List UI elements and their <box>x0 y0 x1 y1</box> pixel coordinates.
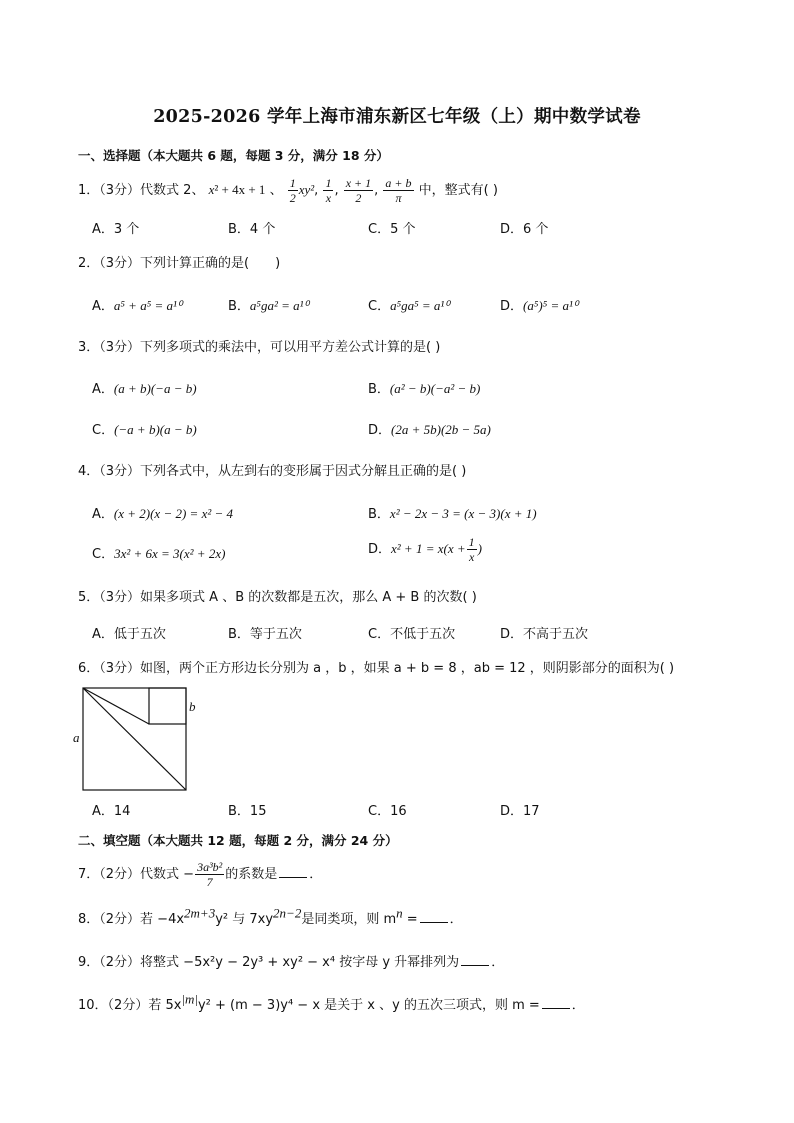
q8-end: ． <box>449 912 463 927</box>
q5-option-b: B．等于五次 <box>228 627 302 642</box>
q8-exp-1: 2m+3 <box>184 905 216 921</box>
q3-d-expr: (2a + 5b)(2b − 5a) <box>391 422 491 437</box>
q9-stem: 9．（2分）将整式 −5x²y − 2y³ + xy² − x⁴ 按字母 y 升幂排列为 <box>78 955 460 970</box>
q4-d-frac-num: 1 <box>468 535 475 549</box>
q4-d-label: D． <box>368 542 392 557</box>
q7-end: ． <box>309 867 323 882</box>
q8-mid-2: 是同类项，则 m <box>301 912 397 927</box>
q3-a-expr: (a + b)(−a − b) <box>113 381 197 396</box>
q1-stem: 1．（3分）代数式 2、 <box>78 183 205 198</box>
q2-a-label: A． <box>92 299 114 314</box>
q4-b-label: B． <box>368 507 390 522</box>
q1-fraction-1 <box>288 176 298 205</box>
q8-answer-blank <box>420 910 448 923</box>
q2-option-d <box>500 295 578 314</box>
q1-option-d: D．6 个 <box>500 222 549 237</box>
q7-answer-blank <box>279 865 307 878</box>
q1-f2-num: 1 <box>325 176 332 190</box>
question-1: 1．（3分）代数式 2、 x² + 4x + 1 、 $\frac{1}{2}$ xy², $\frac{1}{x}$ , $\frac{x + 1}{2}$ , $\frac{a + b}{\pi}$ 中，整式有( ) <box>78 176 498 205</box>
q7-frac-den: 7 <box>206 875 213 889</box>
q4-c-label: C． <box>92 547 115 562</box>
q9-end: ． <box>491 955 505 970</box>
q4-option-a <box>92 503 233 522</box>
q1-f1-den: 2 <box>289 191 296 205</box>
label-a: a <box>73 730 80 745</box>
q2-c-expr: a⁵ga⁵ = a¹⁰ <box>390 298 450 313</box>
q1-term-1-rest: ² + 4x + 1 <box>214 182 266 197</box>
q3-option-c <box>92 419 197 438</box>
q2-c-label: C． <box>368 299 391 314</box>
exam-title: 2025-2026 学年上海市浦东新区七年级（上）期中数学试卷 <box>153 107 641 127</box>
q1-option-b: B．4 个 <box>228 222 276 237</box>
q1-tail: 中，整式有( ) <box>418 183 498 198</box>
q10-mid: y² + (m − 3)y⁴ − x 是关于 x 、y 的五次三项式，则 m = <box>197 998 540 1013</box>
diagonal-line <box>83 688 186 790</box>
q9-answer-blank <box>461 953 489 966</box>
q8-post: = <box>402 912 418 927</box>
q2-option-a <box>92 295 182 314</box>
q10-stem: 10．（2分）若 5x <box>78 998 182 1013</box>
q2-option-b <box>228 295 309 314</box>
q1-fraction-4 <box>383 176 413 205</box>
q3-option-a <box>92 378 197 397</box>
q4-d-fraction <box>467 535 477 564</box>
question-6: 6．（3分）如图，两个正方形边长分别为 a ，b ，如果 a + b = 8 ，ab = 12 ，则阴影部分的面积为( ) <box>78 661 675 676</box>
q4-b-expr: x² − 2x − 3 = (x − 3)(x + 1) <box>389 506 537 521</box>
q7-post: 的系数是 <box>225 867 278 882</box>
q3-c-expr: (−a + b)(a − b) <box>114 422 197 437</box>
q4-d-expr: x² + 1 = x(x + <box>391 541 466 556</box>
q1-f1-term: xy² <box>298 182 315 197</box>
q3-option-d <box>368 419 491 438</box>
inner-line <box>83 688 149 724</box>
q6-option-c: C．16 <box>368 804 407 819</box>
q1-f4-den: π <box>395 191 402 205</box>
q4-option-c <box>92 543 225 562</box>
q1-term-1-var: x <box>208 182 215 197</box>
question-2: 2．（3分）下列计算正确的是( ) <box>78 256 281 271</box>
q1-f3-den: 2 <box>355 191 362 205</box>
section-1-heading: 一、选择题（本大题共 6 题，每题 3 分，满分 18 分） <box>78 148 389 163</box>
q1-fraction-3 <box>344 176 373 205</box>
q8-mid-1: y² 与 7xy <box>215 912 274 927</box>
section-2-heading: 二、填空题（本大题共 12 题，每题 2 分，满分 24 分） <box>78 833 398 848</box>
q1-term-1 <box>209 182 266 197</box>
q4-c-expr: 3x² + 6x = 3(x² + 2x) <box>114 546 226 561</box>
q2-d-label: D． <box>500 299 524 314</box>
q1-sep: 、 <box>269 183 283 198</box>
q5-option-d: D．不高于五次 <box>500 627 589 642</box>
q1-f2-den: x <box>325 191 332 205</box>
q3-option-b <box>368 378 480 397</box>
q3-d-label: D． <box>368 423 392 438</box>
q2-option-c <box>368 295 450 314</box>
question-4: 4．（3分）下列各式中，从左到右的变形属于因式分解且正确的是( ) <box>78 464 467 479</box>
q7-stem: 7．（2分）代数式 − <box>78 867 195 882</box>
q1-option-c: C．5 个 <box>368 222 416 237</box>
q6-option-b: B．15 <box>228 804 267 819</box>
question-10 <box>78 991 585 1013</box>
q3-b-expr: (a² − b)(−a² − b) <box>389 381 481 396</box>
q4-option-d <box>368 535 482 564</box>
q2-b-expr: a⁵ga² = a¹⁰ <box>249 298 309 313</box>
q2-b-label: B． <box>228 299 250 314</box>
q3-b-label: B． <box>368 382 390 397</box>
q4-a-label: A． <box>92 507 114 522</box>
q6-option-d: D．17 <box>500 804 540 819</box>
q6-option-a: A．14 <box>92 804 131 819</box>
q2-a-expr: a⁵ + a⁵ = a¹⁰ <box>113 298 183 313</box>
q3-c-label: C． <box>92 423 115 438</box>
q4-a-expr: (x + 2)(x − 2) = x² − 4 <box>113 506 234 521</box>
q2-d-expr: (a⁵)⁵ = a¹⁰ <box>523 298 579 313</box>
q5-option-c: C．不低于五次 <box>368 627 456 642</box>
q8-exp-3: n <box>396 905 403 921</box>
question-5: 5．（3分）如果多项式 A 、B 的次数都是五次，那么 A + B 的次数( ) <box>78 590 477 605</box>
q1-f1-num: 1 <box>289 176 296 190</box>
question-7 <box>78 860 322 889</box>
q6-squares-figure <box>72 687 212 793</box>
question-9 <box>78 951 504 970</box>
q4-d-close: ) <box>477 541 482 556</box>
q8-exp-2: 2n−2 <box>273 905 302 921</box>
q3-a-label: A． <box>92 382 114 397</box>
q7-fraction <box>195 860 224 889</box>
question-8 <box>78 905 463 927</box>
q10-answer-blank <box>542 996 570 1009</box>
label-b: b <box>189 699 196 714</box>
q8-stem: 8．（2分）若 −4x <box>78 912 185 927</box>
q1-f3-num: x + 1 <box>345 176 372 190</box>
q1-fraction-2 <box>323 176 333 205</box>
question-3: 3．（3分）下列多项式的乘法中，可以用平方差公式计算的是( ) <box>78 340 441 355</box>
q7-frac-num: 3a³b² <box>197 860 223 874</box>
q5-option-a: A．低于五次 <box>92 627 166 642</box>
q1-option-a: A．3 个 <box>92 222 140 237</box>
q1-f4-num: a + b <box>385 176 412 190</box>
q10-exp-1: |m| <box>181 991 198 1007</box>
q10-end: ． <box>571 998 585 1013</box>
q4-d-frac-den: x <box>468 550 475 564</box>
q4-option-b <box>368 503 537 522</box>
small-square <box>149 688 186 724</box>
